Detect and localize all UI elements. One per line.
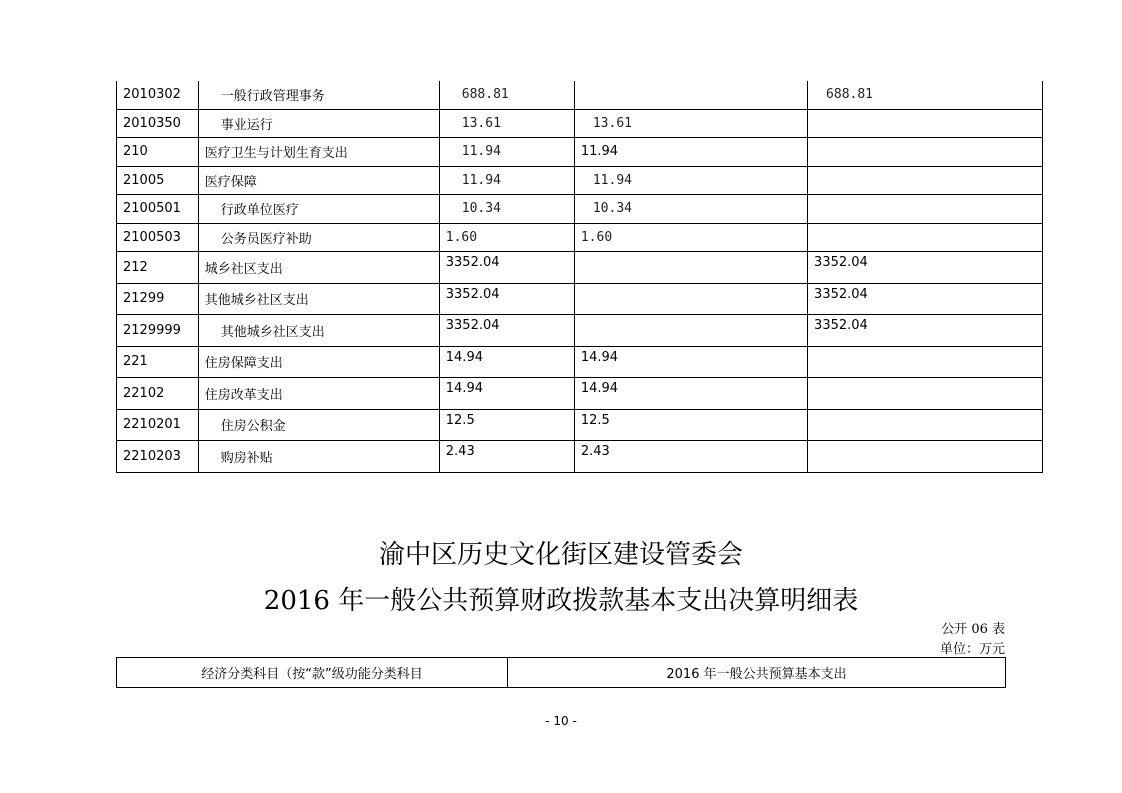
row-code: 2100503 <box>117 223 199 252</box>
table-row <box>117 166 1043 195</box>
row-basic-value: 13.61 <box>574 109 807 138</box>
row-basic-value <box>574 252 807 284</box>
row-basic-value: 10.34 <box>574 195 807 224</box>
row-code: 2010350 <box>117 109 199 138</box>
row-item-name: 其他城乡社区支出 <box>198 283 439 315</box>
row-item-name: 购房补贴 <box>198 441 439 473</box>
basic-expenditure-header-table <box>116 657 1006 688</box>
row-total-value: 688.81 <box>439 81 574 109</box>
page-number: - 10 - <box>545 714 577 728</box>
row-code: 22102 <box>117 378 199 410</box>
row-code: 21005 <box>117 166 199 195</box>
row-total-value: 2.43 <box>439 441 574 473</box>
table-row <box>117 283 1043 315</box>
row-total-value: 13.61 <box>439 109 574 138</box>
row-project-value <box>808 223 1043 252</box>
header-row <box>117 658 1006 688</box>
table-row <box>117 378 1043 410</box>
row-basic-value: 11.94 <box>574 138 807 167</box>
row-project-value: 3352.04 <box>808 283 1043 315</box>
row-basic-value: 1.60 <box>574 223 807 252</box>
table-row <box>117 441 1043 473</box>
row-code: 21299 <box>117 283 199 315</box>
row-code: 2010302 <box>117 81 199 109</box>
row-total-value: 11.94 <box>439 138 574 167</box>
row-item-name: 住房改革支出 <box>198 378 439 410</box>
row-project-value <box>808 378 1043 410</box>
table-row <box>117 195 1043 224</box>
table-row <box>117 109 1043 138</box>
table-row <box>117 223 1043 252</box>
row-total-value: 12.5 <box>439 409 574 441</box>
table-row <box>117 252 1043 284</box>
unit-label: 单位：万元 <box>939 642 1005 657</box>
row-basic-value <box>574 283 807 315</box>
table-row <box>117 346 1043 378</box>
row-item-name: 其他城乡社区支出 <box>198 315 439 347</box>
row-project-value <box>808 409 1043 441</box>
row-total-value: 11.94 <box>439 166 574 195</box>
row-total-value: 3352.04 <box>439 252 574 284</box>
row-project-value <box>808 346 1043 378</box>
budget-detail-table <box>116 81 1043 473</box>
row-total-value: 14.94 <box>439 346 574 378</box>
row-item-name: 住房保障支出 <box>198 346 439 378</box>
row-item-name: 住房公积金 <box>198 409 439 441</box>
row-code: 2100501 <box>117 195 199 224</box>
row-code: 212 <box>117 252 199 284</box>
table-row <box>117 409 1043 441</box>
row-total-value: 10.34 <box>439 195 574 224</box>
header-economic-classification: 经济分类科目（按“款”级功能分类科目 <box>117 658 508 688</box>
table-row <box>117 315 1043 347</box>
row-basic-value <box>574 315 807 347</box>
header-basic-expenditure: 2016 年一般公共预算基本支出 <box>508 658 1006 688</box>
row-project-value <box>808 166 1043 195</box>
row-basic-value: 14.94 <box>574 346 807 378</box>
table-row <box>117 81 1043 109</box>
row-item-name: 医疗卫生与计划生育支出 <box>198 138 439 167</box>
row-basic-value: 2.43 <box>574 441 807 473</box>
row-item-name: 行政单位医疗 <box>198 195 439 224</box>
table-row <box>117 138 1043 167</box>
row-item-name: 一般行政管理事务 <box>198 81 439 109</box>
row-code: 2210201 <box>117 409 199 441</box>
row-project-value: 688.81 <box>808 81 1043 109</box>
row-project-value: 3352.04 <box>808 315 1043 347</box>
row-project-value <box>808 138 1043 167</box>
row-item-name: 事业运行 <box>198 109 439 138</box>
row-basic-value: 11.94 <box>574 166 807 195</box>
row-project-value <box>808 109 1043 138</box>
row-total-value: 3352.04 <box>439 315 574 347</box>
row-code: 2210203 <box>117 441 199 473</box>
row-item-name: 城乡社区支出 <box>198 252 439 284</box>
row-item-name: 医疗保障 <box>198 166 439 195</box>
row-code: 221 <box>117 346 199 378</box>
row-code: 210 <box>117 138 199 167</box>
page-title-line-1: 渝中区历史文化街区建设管委会 <box>378 540 743 570</box>
row-project-value <box>808 195 1043 224</box>
row-project-value: 3352.04 <box>808 252 1043 284</box>
row-total-value: 1.60 <box>439 223 574 252</box>
page-title-line-2: 2016 年一般公共预算财政拨款基本支出决算明细表 <box>263 586 859 616</box>
row-total-value: 14.94 <box>439 378 574 410</box>
row-item-name: 公务员医疗补助 <box>198 223 439 252</box>
row-code: 2129999 <box>117 315 199 347</box>
row-basic-value <box>574 81 807 109</box>
table-number-label: 公开 06 表 <box>941 622 1005 637</box>
row-total-value: 3352.04 <box>439 283 574 315</box>
row-basic-value: 12.5 <box>574 409 807 441</box>
row-basic-value: 14.94 <box>574 378 807 410</box>
row-project-value <box>808 441 1043 473</box>
